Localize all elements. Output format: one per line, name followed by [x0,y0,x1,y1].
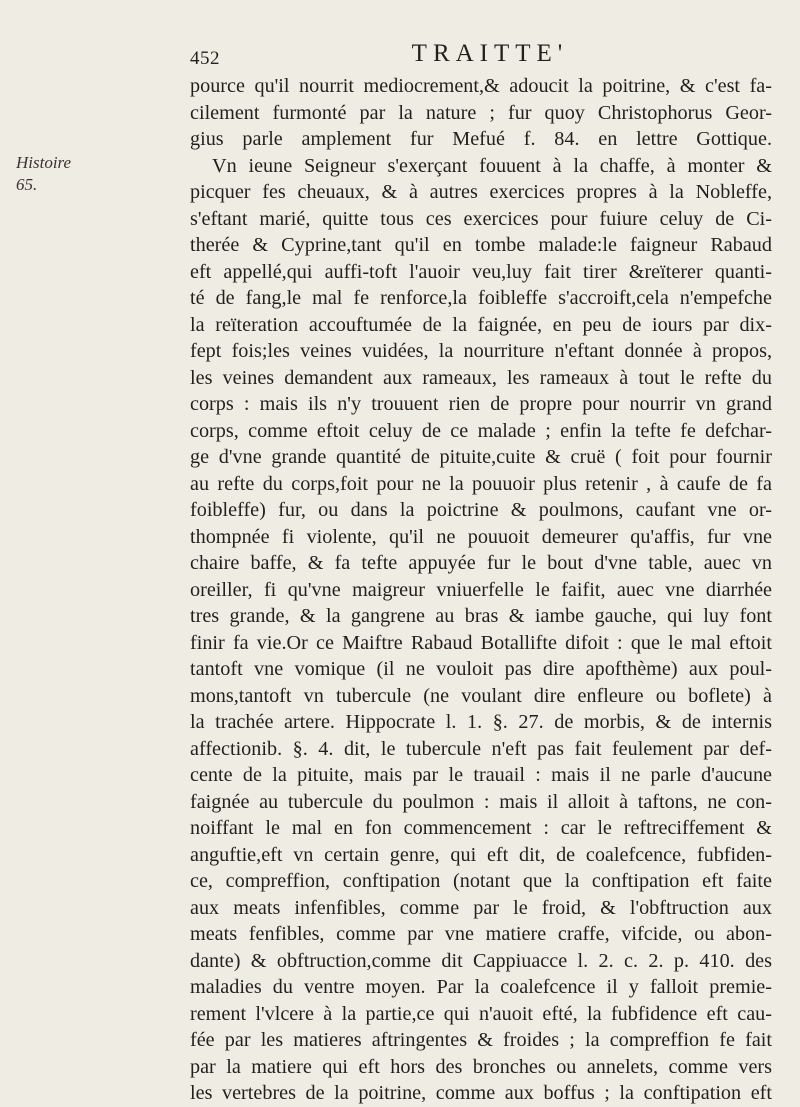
text-line: ce, compreffion, conftipation (notant que la conftipation eft faite [190,870,772,892]
text-line: eft appellé,qui auffi-toft l'auoir veu,luy fait tirer &reïterer quanti- [190,260,772,283]
page-header [190,40,790,70]
text-line: au refte du corps,foit pour ne la pouuoir plus retenir , à caufe de fa [190,472,772,495]
text-line: gius parle amplement fur Mefué f. 84. en lettre Gottique. [190,128,772,150]
running-head: TRAITTE' [411,40,569,67]
margin-note-line: 65. [16,175,38,194]
text-line: Vn ieune Seigneur s'exerçant fouuent à la chaffe, à monter & [212,154,772,177]
text-line: dante) & obftruction,comme dit Cappiuacce l. 2. c. 2. p. 410. des [190,949,772,972]
text-line: chaire baffe, & fa tefte appuyée fur le bout d'vne table, auec vn [190,552,772,574]
text-line: par la matiere qui eft hors des bronches ou annelets, comme vers [190,1055,772,1078]
page-number: 452 [190,48,220,69]
text-line: cilement furmonté par la nature ; fur quoy Christophorus Geor- [190,101,772,124]
text-line: corps, comme eftoit celuy de ce malade ; enfin la tefte fe defchar- [190,419,772,442]
text-line: finir fa vie.Or ce Maiftre Rabaud Botallifte difoit : que le mal eftoit [190,631,772,654]
margin-note-line: Histoire [16,153,72,172]
text-line: faignée au tubercule du poulmon : mais il alloit à taftons, ne con- [190,790,772,813]
text-line: therée & Cyprine,tant qu'il en tombe malade:le faigneur Rabaud [190,234,772,256]
text-line: aux meats infenfibles, comme par le froid, & l'obftruction aux [190,896,772,919]
text-line: cente de la pituite, mais par le trauail : mais il ne parle d'aucune [190,764,772,786]
text-line: thompnée fi violente, qu'il ne pouuoit demeurer qu'affis, fur vne [190,525,772,548]
body-text [190,73,772,1107]
text-line: tantoft vne vomique (il ne vouloit pas dire apofthème) aux poul- [190,658,772,680]
margin-note [16,152,71,196]
text-line: picquer fes cheuaux, & à autres exercices propres à la Nobleffe, [190,181,772,203]
text-line: ge d'vne grande quantité de pituite,cuite & cruë ( foit pour fournir [190,446,772,468]
text-line: fept fois;les veines vuidées, la nourriture n'eftant donnée à propos, [190,340,772,362]
text-line: foibleffe) fur, ou dans la poictrine & poulmons, caufant vne or- [190,499,772,521]
text-line: maladies du ventre moyen. Par la coalefcence il y falloit premie- [190,976,772,998]
text-line: fée par les matieres aftringentes & froides ; la compreffion fe fait [190,1029,772,1051]
text-line: les veines demandent aux rameaux, les rameaux à tout le refte du [190,366,772,389]
text-line: s'eftant marié, quitte tous ces exercices pour fuiure celuy de Ci- [190,207,772,230]
text-line: meats fenfibles, comme par vne matiere craffe, vifcide, ou abon- [190,923,772,945]
text-line: oreiller, fi qu'vne maigreur vniuerfelle le faifit, auec vne diarrhée [190,578,772,601]
text-line: affectionib. §. 4. dit, le tubercule n'eft pas fait feulement par def- [190,737,772,760]
text-line: tres grande, & la gangrene au bras & iambe gauche, qui luy font [190,605,772,627]
text-line: noiffant le mal en fon commencement : car le reftreciffement & [190,817,772,839]
text-line: mons,tantoft vn tubercule (ne voulant dire enfleure ou boflete) à [190,684,772,707]
text-line: té de fang,le mal fe renforce,la foibleffe s'accroift,cela n'empefche [190,287,772,309]
text-line: la trachée artere. Hippocrate l. 1. §. 27. de morbis, & de internis [190,711,772,733]
text-line: la reïteration accouftumée de la faignée, en peu de iours par dix- [190,313,772,336]
text-line: rement l'vlcere à la partie,ce qui n'auoit efté, la fubfidence eft cau- [190,1002,772,1025]
text-line: pource qu'il nourrit mediocrement,& adoucit la poitrine, & c'est fa- [190,75,772,97]
text-line: les vertebres de la poitrine, comme aux boffus ; la conftipation eft [190,1082,772,1104]
text-line: corps : mais ils n'y trouuent rien de propre pour nourrir vn grand [190,393,772,415]
text-line: anguftie,eft vn certain genre, qui eft dit, de coalefcence, fubfiden- [190,843,772,866]
